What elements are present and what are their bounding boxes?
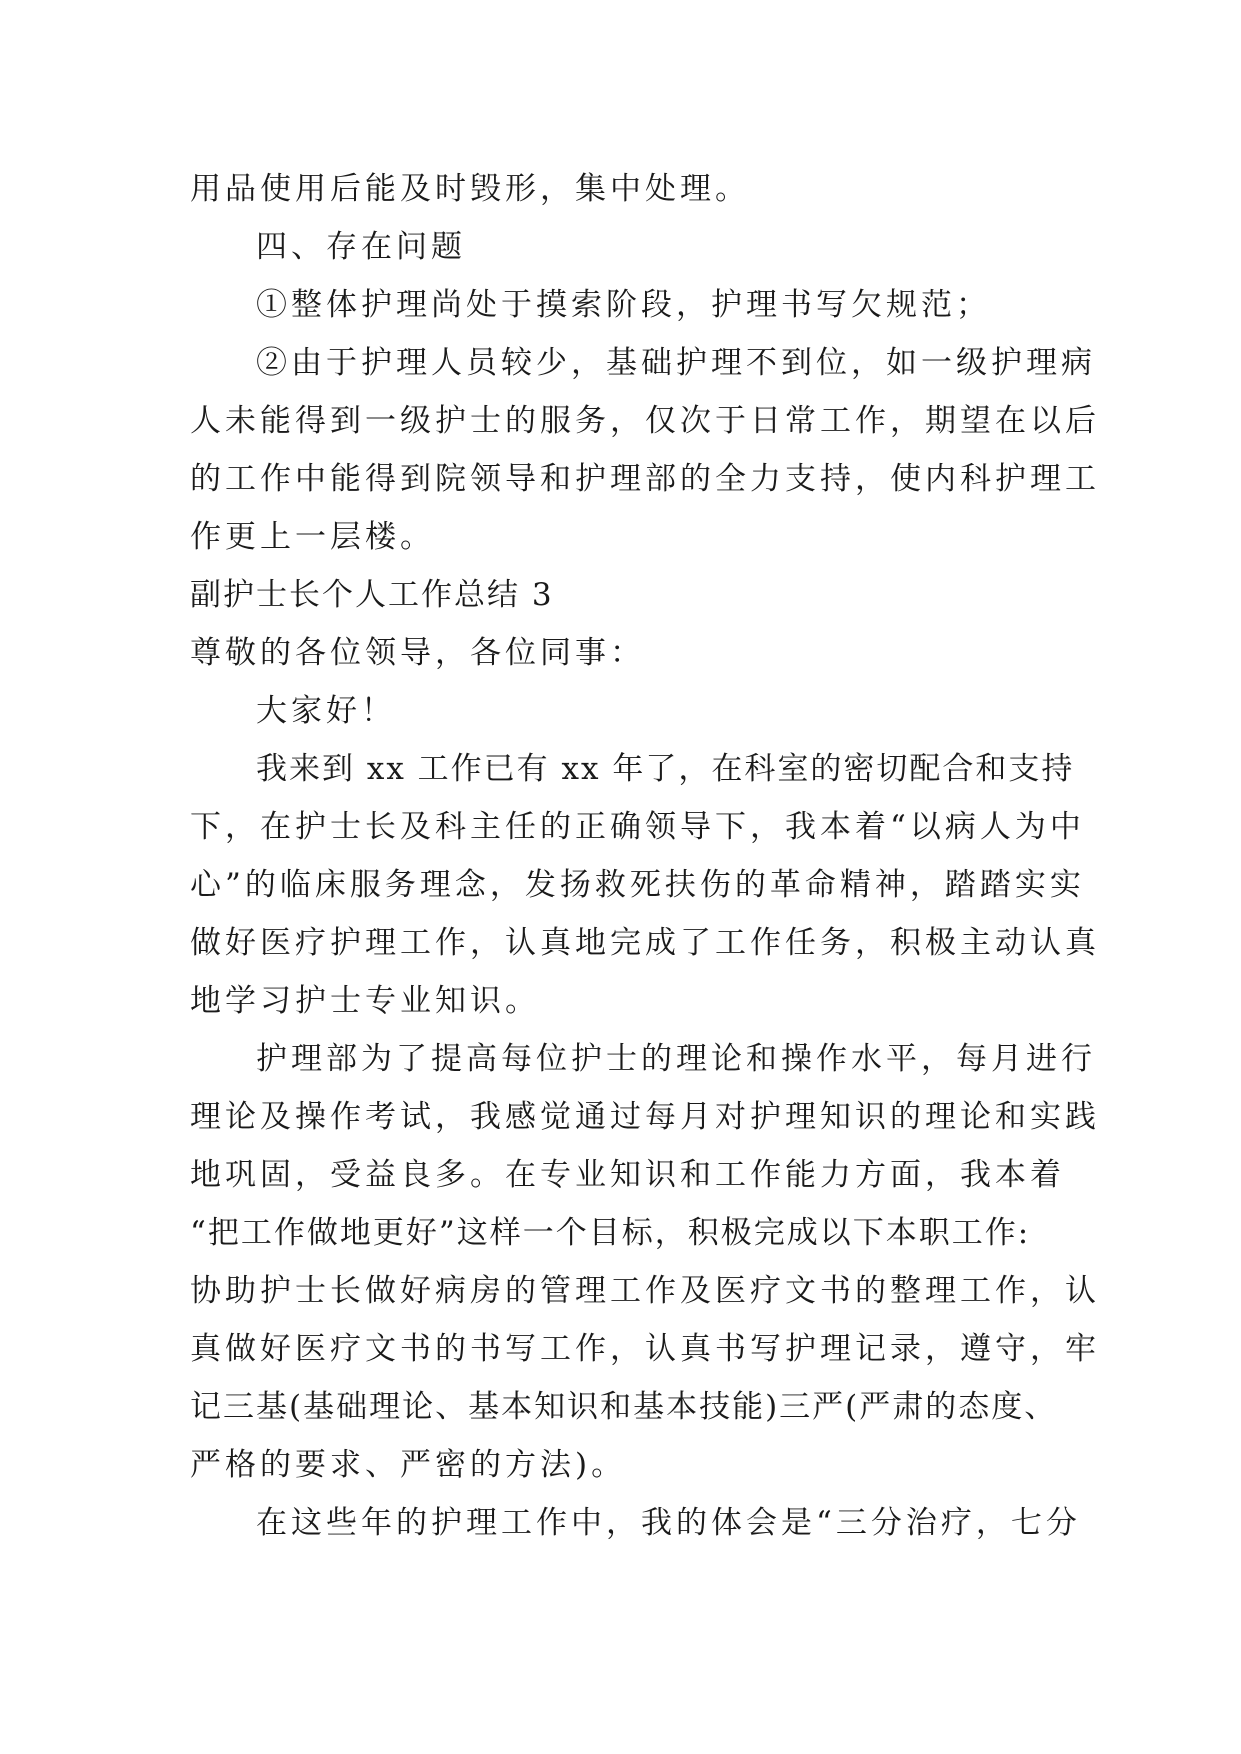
text-line: 用品使用后能及时毁形，集中处理。 <box>190 171 750 207</box>
text-line: 地学习护士专业知识。 <box>190 983 540 1019</box>
text-line: 严格的要求、严密的方法)。 <box>190 1447 627 1483</box>
text-line: 我来到 xx 工作已有 xx 年了，在科室的密切配合和支持 <box>256 751 1075 787</box>
text-line: ①整体护理尚处于摸索阶段，护理书写欠规范； <box>256 287 991 323</box>
text-line: 人未能得到一级护士的服务，仅次于日常工作，期望在以后 <box>190 403 1100 439</box>
text-line: 下，在护士长及科主任的正确领导下，我本着“以病人为中 <box>190 809 1085 845</box>
text-line: 心”的临床服务理念，发扬救死扶伤的革命精神，踏踏实实 <box>190 867 1085 903</box>
text-line: 地巩固，受益良多。在专业知识和工作能力方面，我本着 <box>190 1157 1065 1193</box>
salutation: 尊敬的各位领导，各位同事： <box>190 635 645 671</box>
section-heading: 四、存在问题 <box>256 229 466 265</box>
text-line: 护理部为了提高每位护士的理论和操作水平，每月进行 <box>256 1041 1096 1077</box>
text-line: “把工作做地更好”这样一个目标，积极完成以下本职工作: <box>190 1215 1031 1251</box>
text-line: 的工作中能得到院领导和护理部的全力支持，使内科护理工 <box>190 461 1100 497</box>
greeting: 大家好！ <box>256 693 396 729</box>
text-line: 在这些年的护理工作中，我的体会是“三分治疗，七分 <box>256 1505 1081 1541</box>
text-line: ②由于护理人员较少，基础护理不到位，如一级护理病 <box>256 345 1096 381</box>
document-body <box>190 160 1100 1552</box>
text-line: 记三基(基础理论、基本知识和基本技能)三严(严肃的态度、 <box>190 1389 1058 1425</box>
text-line: 做好医疗护理工作，认真地完成了工作任务，积极主动认真 <box>190 925 1100 961</box>
text-line: 理论及操作考试，我感觉通过每月对护理知识的理论和实践 <box>190 1099 1100 1135</box>
text-line: 真做好医疗文书的书写工作，认真书写护理记录，遵守，牢 <box>190 1331 1100 1367</box>
text-line: 协助护士长做好病房的管理工作及医疗文书的整理工作，认 <box>190 1273 1100 1309</box>
text-line: 作更上一层楼。 <box>190 519 435 555</box>
document-title: 副护士长个人工作总结 3 <box>190 577 554 613</box>
